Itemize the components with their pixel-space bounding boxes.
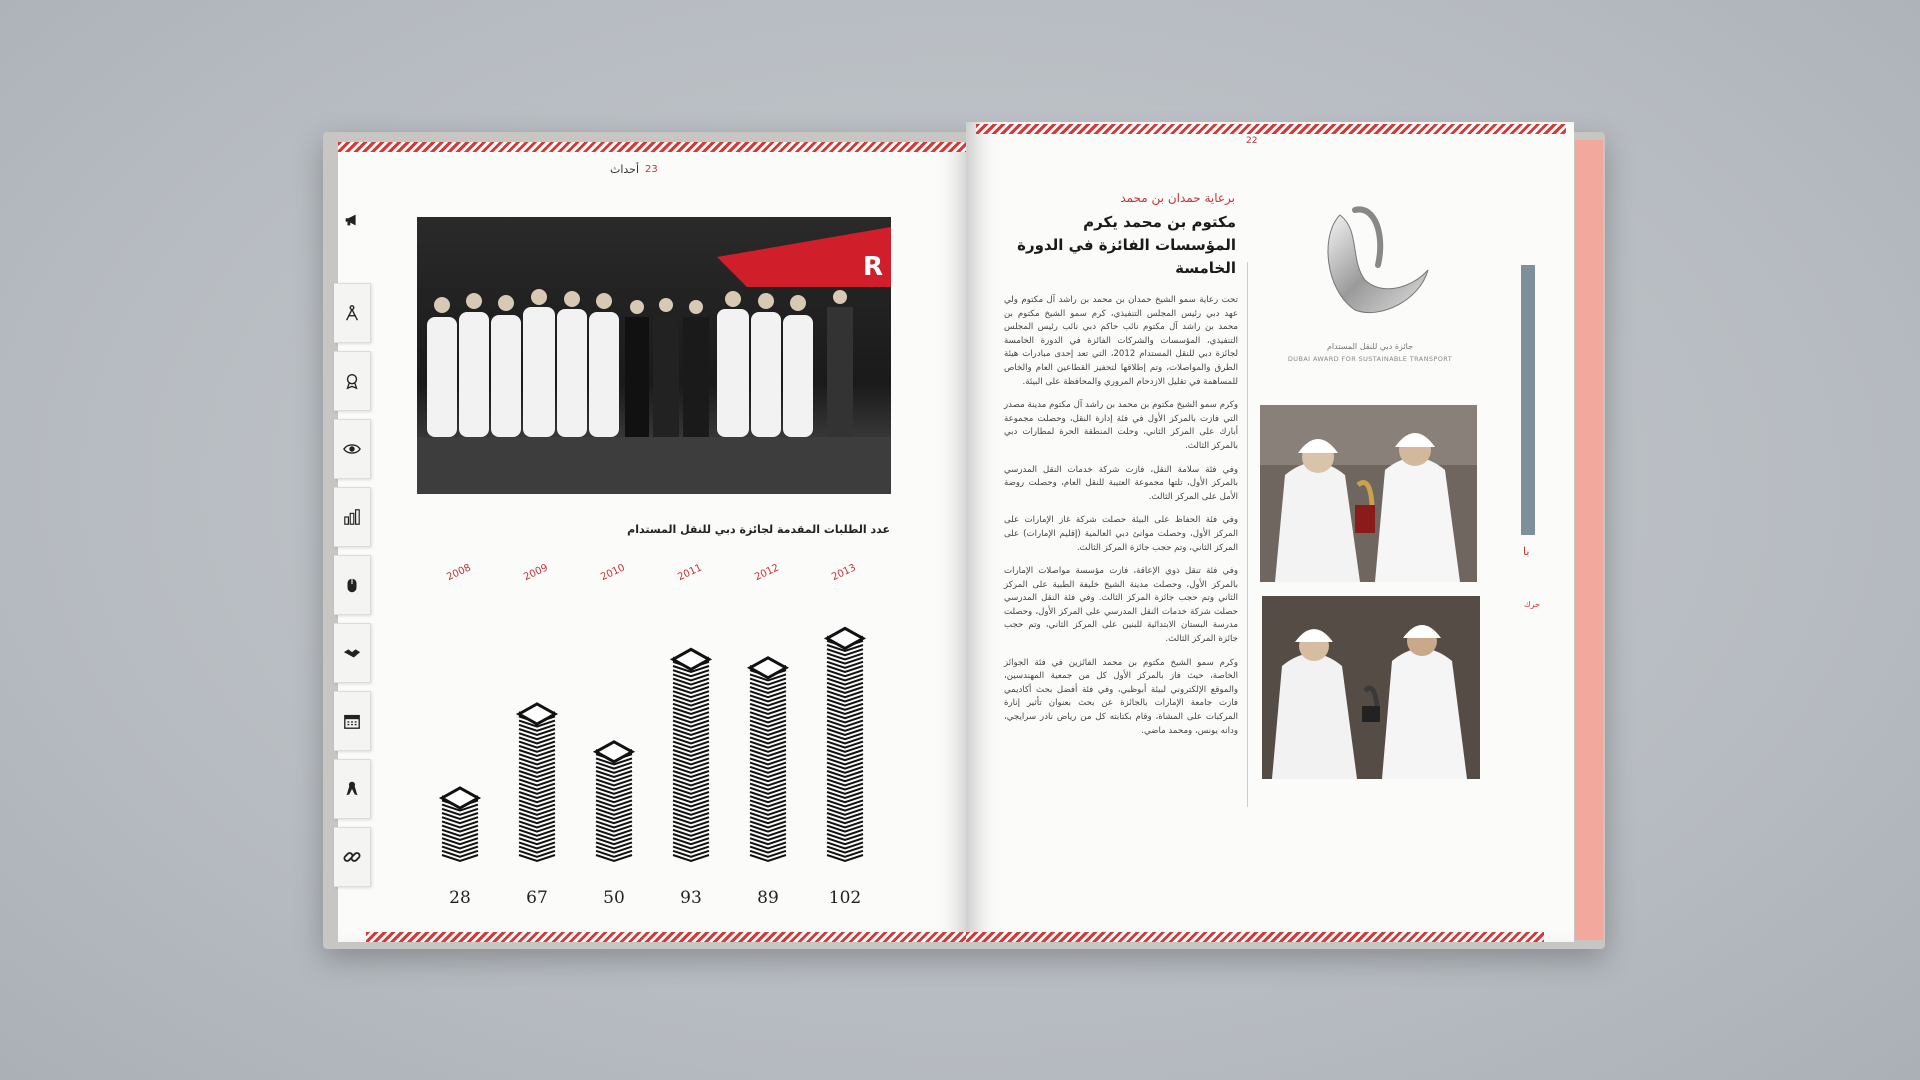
bottom-stripe-right xyxy=(966,932,1544,942)
page-number-left: 23 xyxy=(645,163,658,175)
chart-value-label: 93 xyxy=(680,888,702,908)
chart-year-label: 2010 xyxy=(599,562,627,584)
next-page-text-edge-2: حرك xyxy=(1524,600,1540,609)
chart-title: عدد الطلبات المقدمة لجائزة دبي للنقل المستدام xyxy=(627,523,890,536)
link-icon[interactable] xyxy=(334,827,371,887)
buildings-icon[interactable] xyxy=(334,487,371,547)
chart-bar-2010 xyxy=(596,742,632,861)
paragraph: وكرم سمو الشيخ مكتوم بن محمد الفائزين في فئة الجوائز الخاصة، حيث فاز بالمركز الأول كل من جمعية المهندسين، والموقع الإلكتروني لبيئة أبوظبي، وفي فئة أفضل بحث أكاديمي فازت جامعة الإمارات بالجائزة عن بحث بعنوان تأثير إنارة المركبات على المشاة، وقام بكتابته كل من رياض نادر سرايجي، ودانه يونس، ومحمد ماضي. xyxy=(1004,657,1238,736)
paragraph: وفي فئة سلامة النقل، فازت شركة خدمات النقل المدرسي بالمركز الأول، تلتها مجموعة العتيبة للنقل العام، وحصلت روضة الأمل على المركز الثالث. xyxy=(1004,464,1238,502)
submissions-chart xyxy=(420,545,890,925)
section-header xyxy=(610,160,658,178)
next-page-photo-edge xyxy=(1521,265,1535,535)
chart-value-labels xyxy=(449,888,861,908)
page-number-right: 22 xyxy=(1246,136,1258,146)
chart-year-label: 2012 xyxy=(753,562,781,584)
svg-text:R: R xyxy=(863,252,884,282)
chart-bar-2011 xyxy=(673,649,709,861)
top-stripe-left xyxy=(338,142,966,152)
column-divider xyxy=(1247,262,1248,807)
paragraph: تحت رعاية سمو الشيخ حمدان بن محمد بن راشد آل مكتوم ولي عهد دبي رئيس المجلس التنفيذي، كرم سمو الشيخ مكتوم بن محمد بن راشد آل مكتوم نائب حاكم دبي نائب رئيس المجلس التنفيذي، المؤسسات والشركات الفائزة في الدورة الخامسة لجائزة دبي للنقل المستدام 2012، التي تعد إحدى مبادرات هيئة الطرق والمواصلات، وتم إطلاقها لتحفيز القطاعين العام والخاص للمساهمة في تقليل الازدحام المروري والمحافظة على البيئة. xyxy=(1004,295,1238,387)
chart-year-label: 2013 xyxy=(830,562,858,584)
chart-year-label: 2008 xyxy=(445,562,473,584)
compass-icon[interactable] xyxy=(334,283,371,343)
page-edge-strip xyxy=(1575,140,1603,940)
top-stripe-right xyxy=(976,124,1566,134)
section-title: أحداث xyxy=(610,162,640,176)
chart-year-label: 2009 xyxy=(522,562,550,584)
article-body xyxy=(1004,294,1238,748)
paragraph: وفي فئة تنقل ذوي الإعاقة، فازت مؤسسة مواصلات الإمارات بالمركز الأول، وحصلت مدينة الشيخ خليفة الطبية على المركز الثاني وتم حجب جائزة المركز الثالث. وفي فئة النقل المدرسي حصلت شركة خدمات النقل المدرسي على المركز الأول، وحصلت مدرسة البستان الابتدائية للبنين على المركز الثاني، وتم حجب جائزة المركز الثالث. xyxy=(1004,566,1238,645)
award-trophy-logo xyxy=(1300,195,1440,325)
chart-value-label: 67 xyxy=(526,888,548,908)
calendar-icon[interactable] xyxy=(334,691,371,751)
chart-year-labels xyxy=(445,562,858,583)
award-name-english: DUBAI AWARD FOR SUSTAINABLE TRANSPORT xyxy=(1287,355,1453,363)
article-headline: مكتوم بن محمد يكرم المؤسسات الفائزة في الدورة الخامسة xyxy=(1017,213,1236,277)
chart-value-label: 50 xyxy=(603,888,625,908)
paragraph: وكرم سمو الشيخ مكتوم بن محمد بن راشد آل مكتوم مدينة مصدر التي فازت بالمركز الأول في فئة إدارة النقل، وحصلت مجموعة أبارك على المركز الثاني، وحلت المنطقة الحرة لمطارات دبي بالمركز الثالث. xyxy=(1004,400,1238,451)
bottom-stripe-left xyxy=(366,932,966,942)
article-kicker: برعاية حمدان بن محمد xyxy=(1120,191,1235,205)
paragraph: وفي فئة الحفاظ على البيئة حصلت شركة غاز الإمارات على المركز الأول، وحصلت موانئ دبي العالمية (إقليم الإمارات) على المركز الثاني، وتم حجب جائزة المركز الثالث. xyxy=(1004,515,1238,553)
chart-bar-2012 xyxy=(750,658,786,861)
chart-bar-2013 xyxy=(827,628,863,861)
handshake-icon[interactable] xyxy=(334,623,371,683)
mouse-icon[interactable] xyxy=(334,555,371,615)
megaphone-icon[interactable] xyxy=(334,205,370,235)
chart-bars xyxy=(442,628,863,861)
next-page-text-edge: با xyxy=(1523,545,1530,558)
eye-icon[interactable] xyxy=(334,419,371,479)
award-ribbon-icon[interactable] xyxy=(334,351,371,411)
award-group-photo xyxy=(417,217,891,494)
chart-value-label: 28 xyxy=(449,888,471,908)
chart-bar-2008 xyxy=(442,788,478,861)
chart-value-label: 102 xyxy=(828,888,862,908)
ribbon-icon[interactable] xyxy=(334,759,371,819)
chart-year-label: 2011 xyxy=(676,562,704,584)
award-name-arabic: جائزة دبي للنقل المستدام xyxy=(1326,342,1414,351)
award-handover-photo-1 xyxy=(1260,405,1477,582)
award-handover-photo-2 xyxy=(1262,596,1480,779)
chart-bar-2009 xyxy=(519,704,555,861)
chart-value-label: 89 xyxy=(757,888,779,908)
